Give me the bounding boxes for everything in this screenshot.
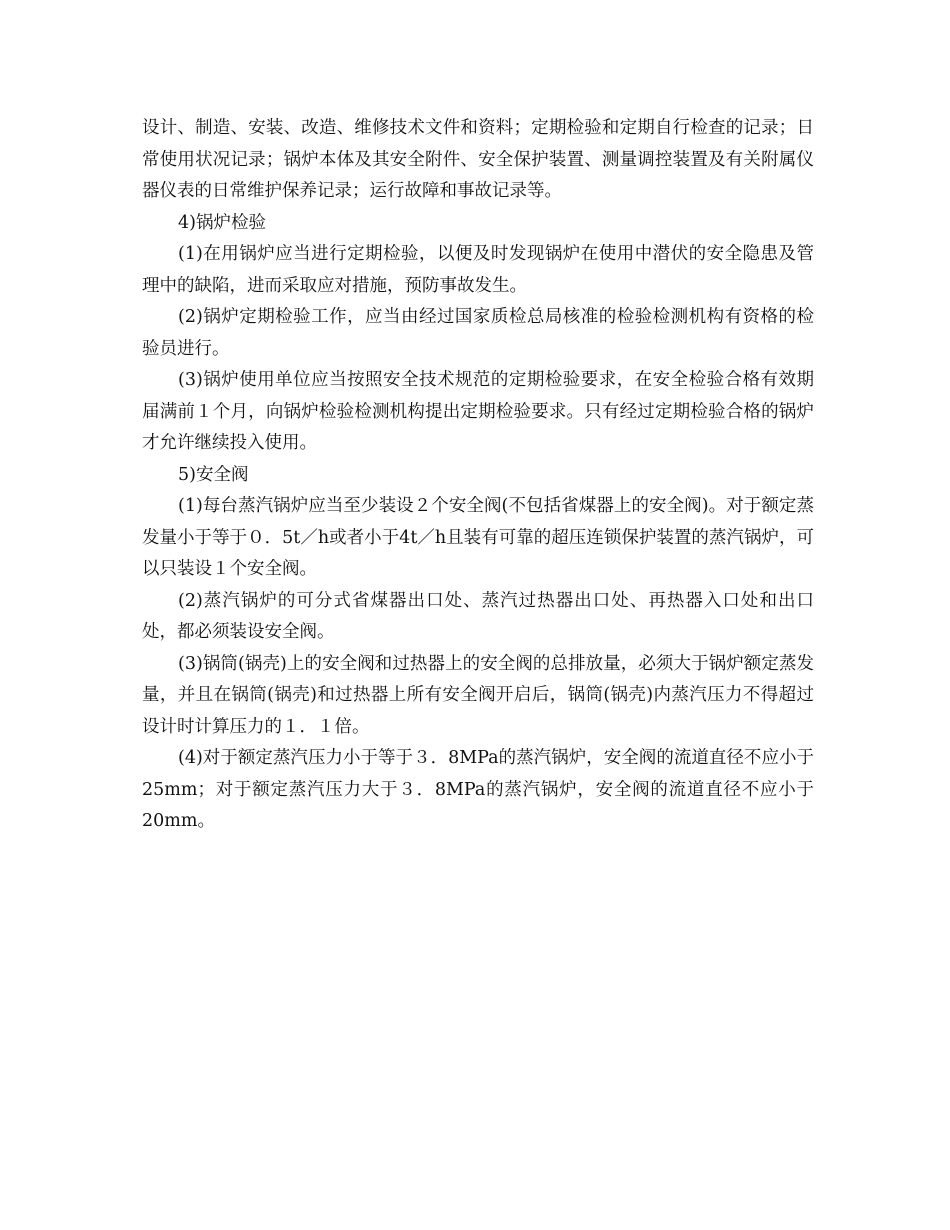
paragraph-valve-2: (2)蒸汽锅炉的可分式省煤器出口处、蒸汽过热器出口处、再热器入口处和出口处，都必须装设安全阀。: [142, 590, 814, 642]
paragraph-valve-1: (1)每台蒸汽锅炉应当至少装设２个安全阀(不包括省煤器上的安全阀)。对于额定蒸发量小于等于０．5t／h或者小于4t／h且装有可靠的超压连锁保护装置的蒸汽锅炉，可以只装设１个安全阀。: [142, 496, 814, 579]
paragraph-inspection-3: (3)锅炉使用单位应当按照安全技术规范的定期检验要求，在安全检验合格有效期届满前１个月，向锅炉检验检测机构提出定期检验要求。只有经过定期检验合格的锅炉才允许继续投入使用。: [142, 370, 814, 453]
section-heading-boiler-inspection: 4)锅炉检验: [178, 212, 266, 233]
paragraph-records: 设计、制造、安装、改造、维修技术文件和资料；定期检验和定期自行检查的记录；日常使用状况记录；锅炉本体及其安全附件、安全保护装置、测量调控装置及有关附属仪器仪表的日常维护保养记录；运行故障和事故记录等。: [142, 118, 814, 201]
paragraph-valve-4: (4)对于额定蒸汽压力小于等于３．8MPa的蒸汽锅炉，安全阀的流道直径不应小于25mm；对于额定蒸汽压力大于３．8MPa的蒸汽锅炉，安全阀的流道直径不应小于20mm。: [142, 748, 814, 831]
paragraph-inspection-1: (1)在用锅炉应当进行定期检验，以便及时发现锅炉在使用中潜伏的安全隐患及管理中的缺陷，进而采取应对措施，预防事故发生。: [142, 244, 814, 296]
paragraph-inspection-2: (2)锅炉定期检验工作，应当由经过国家质检总局核准的检验检测机构有资格的检验员进行。: [142, 307, 814, 359]
paragraph-valve-3: (3)锅筒(锅壳)上的安全阀和过热器上的安全阀的总排放量，必须大于锅炉额定蒸发量，并且在锅筒(锅壳)和过热器上所有安全阀开启后，锅筒(锅壳)内蒸汽压力不得超过设计时计算压力的１．１倍。: [142, 653, 814, 737]
document-body: [142, 113, 814, 838]
section-heading-safety-valve: 5)安全阀: [178, 464, 249, 485]
